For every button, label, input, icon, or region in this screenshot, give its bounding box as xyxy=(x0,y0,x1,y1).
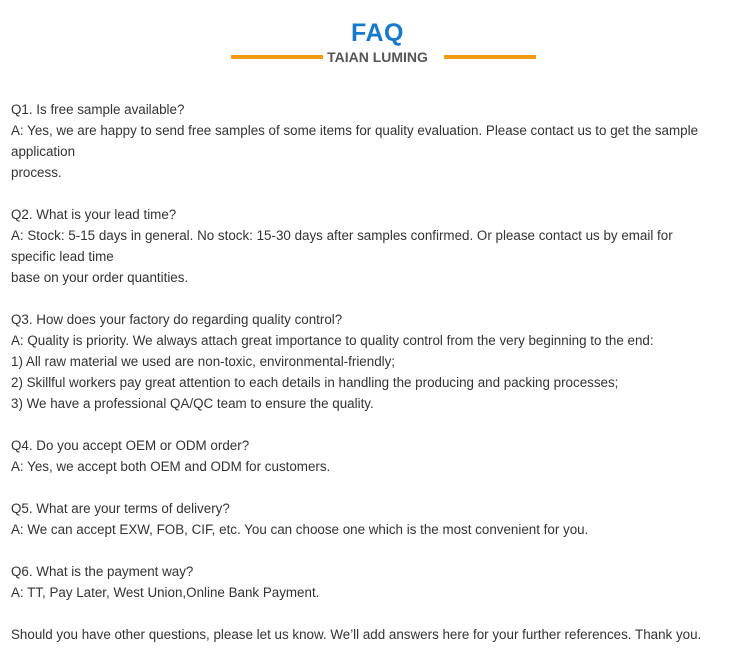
subtitle-row xyxy=(0,46,755,68)
right-accent-bar xyxy=(444,55,536,59)
faq-answer-line: 1) All raw material we used are non-toxic, environmental-friendly; xyxy=(11,354,396,369)
closing-note: Should you have other questions, please let us know. We’ll add answers here for your further references. Thank you. xyxy=(11,627,702,642)
faq-answer-line: A: Yes, we are happy to send free samples of some items for quality evaluation. Please contact us to get the sample xyxy=(11,123,699,138)
company-name: TAIAN LUMING xyxy=(327,49,428,65)
faq-answer-line: base on your order quantities. xyxy=(11,270,189,285)
faq-answer-line: A: Yes, we accept both OEM and ODM for customers. xyxy=(11,459,331,474)
spacer xyxy=(11,183,751,204)
faq-question: Q1. Is free sample available? xyxy=(11,102,185,117)
faq-question: Q6. What is the payment way? xyxy=(11,564,194,579)
spacer xyxy=(11,288,751,309)
faq-answer-line: A: TT, Pay Later, West Union,Online Bank Payment. xyxy=(11,585,320,600)
faq-item-6 xyxy=(11,561,751,603)
spacer xyxy=(11,477,751,498)
faq-answer-line: specific lead time xyxy=(11,249,114,264)
spacer xyxy=(11,414,751,435)
spacer xyxy=(11,603,751,624)
faq-title: FAQ xyxy=(351,19,404,47)
faq-question: Q4. Do you accept OEM or ODM order? xyxy=(11,438,250,453)
faq-answer-line: A: We can accept EXW, FOB, CIF, etc. You can choose one which is the most convenient for you. xyxy=(11,522,589,537)
faq-header xyxy=(0,0,755,80)
faq-question: Q5. What are your terms of delivery? xyxy=(11,501,230,516)
spacer xyxy=(11,540,751,561)
faq-item-3 xyxy=(11,309,751,414)
faq-item-4 xyxy=(11,435,751,477)
faq-question: Q2. What is your lead time? xyxy=(11,207,177,222)
faq-item-2 xyxy=(11,204,751,288)
faq-question: Q3. How does your factory do regarding quality control? xyxy=(11,312,343,327)
faq-answer-line: process. xyxy=(11,165,62,180)
faq-answer-line: 2) Skillful workers pay great attention to each details in handling the producing and packing processes; xyxy=(11,375,619,390)
faq-answer-line: 3) We have a professional QA/QC team to ensure the quality. xyxy=(11,396,374,411)
faq-content xyxy=(11,99,751,645)
faq-answer-line: A: Quality is priority. We always attach great importance to quality control from the very beginning to the end: xyxy=(11,333,654,348)
faq-item-5 xyxy=(11,498,751,540)
faq-item-1 xyxy=(11,99,751,183)
faq-answer-line: A: Stock: 5-15 days in general. No stock: 15-30 days after samples confirmed. Or please contact us by email for xyxy=(11,228,673,243)
faq-answer-line: application xyxy=(11,144,76,159)
